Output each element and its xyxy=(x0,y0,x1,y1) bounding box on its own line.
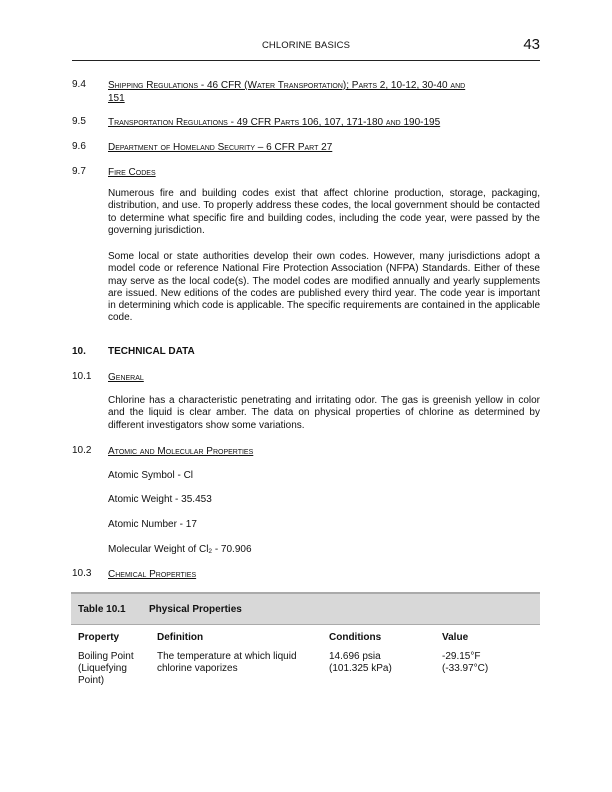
table-cell-value: -29.15°F (-33.97°C) xyxy=(442,651,489,674)
section-title-9-4 xyxy=(108,79,540,105)
section-title-10-1: General xyxy=(108,372,144,383)
table-header-property: Property xyxy=(78,632,120,643)
section-number-10-3: 10.3 xyxy=(72,568,92,579)
section-number-9-6: 9.6 xyxy=(72,141,86,152)
table-header-conditions: Conditions xyxy=(329,632,382,643)
section-number-10-2: 10.2 xyxy=(72,445,92,456)
atomic-number: Atomic Number - 17 xyxy=(108,519,197,530)
atomic-symbol: Atomic Symbol - Cl xyxy=(108,470,194,481)
table-header-definition: Definition xyxy=(157,632,204,643)
table-cell-conditions: 14.696 psia (101.325 kPa) xyxy=(329,651,392,674)
fire-codes-paragraph-1: Numerous fire and building codes exist that affect chlorine production, storage, packaging, distribution, and use. To properly address these codes, the local government should be contacted to determine what specific fire and building codes, including the code year, were passed by the governing jurisdiction. xyxy=(108,188,540,236)
molecular-weight-prefix: Molecular Weight of Cl xyxy=(108,544,209,555)
page-number: 43 xyxy=(523,36,540,53)
section-number-9-7: 9.7 xyxy=(72,166,86,177)
section-title-9-7: Fire Codes xyxy=(108,167,156,178)
section-title-9-4-line1: Shipping Regulations - 46 CFR (Water Transportation); Parts 2, 10-12, 30-40 and xyxy=(108,80,466,91)
section-title-9-5: Transportation Regulations - 49 CFR Parts 106, 107, 171-180 and 190-195 xyxy=(108,117,441,128)
running-header-title: CHLORINE BASICS xyxy=(261,40,351,51)
general-paragraph: Chlorine has a characteristic penetrating and irritating odor. The gas is greenish yellow in color and the liquid is clear amber. The data on physical properties of chlorine as determined by different investigators show some variations. xyxy=(108,395,540,431)
fire-codes-paragraph-2: Some local or state authorities develop their own codes. However, many jurisdictions adopt a model code or reference National Fire Protection Association (NFPA) Standards. Either of these may serve as the local code(s). The model codes are modified annually and yearly supplements are issued. New editions of the codes are published every third year. The code year is important in determining which code is applicable. The specific requirements are contained in the applicable code. xyxy=(108,251,540,324)
section-number-10: 10. xyxy=(72,346,86,357)
molecular-weight-subscript: 2 xyxy=(208,548,213,555)
table-cell-definition: The temperature at which liquid chlorine vaporizes xyxy=(157,651,297,674)
table-caption-band xyxy=(71,592,540,625)
table-number: Table 10.1 xyxy=(78,604,126,615)
section-title-10: TECHNICAL DATA xyxy=(108,346,195,357)
section-title-10-2: Atomic and Molecular Properties xyxy=(108,446,254,457)
header-rule xyxy=(72,60,540,61)
atomic-weight: Atomic Weight - 35.453 xyxy=(108,494,212,505)
section-title-9-4-line2: 151 xyxy=(108,93,125,104)
section-number-9-4: 9.4 xyxy=(72,79,86,90)
table-cell-property: Boiling Point (Liquefying Point) xyxy=(78,651,134,686)
table-header-value: Value xyxy=(442,632,469,643)
section-title-9-6: Department of Homeland Security – 6 CFR Part 27 xyxy=(108,142,333,153)
table-title: Physical Properties xyxy=(149,604,242,615)
molecular-weight-suffix: - 70.906 xyxy=(212,544,252,555)
section-title-10-3: Chemical Properties xyxy=(108,569,197,580)
section-number-10-1: 10.1 xyxy=(72,371,92,382)
section-number-9-5: 9.5 xyxy=(72,116,86,127)
molecular-weight xyxy=(108,544,252,555)
